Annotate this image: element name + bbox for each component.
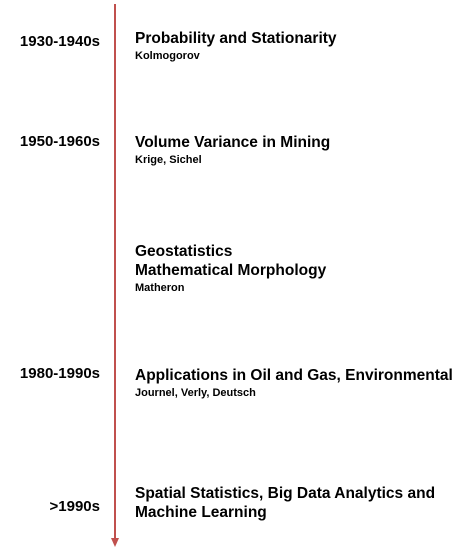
timeline-axis-line	[114, 4, 116, 540]
event-contributors: Krige, Sichel	[135, 154, 202, 166]
event-title: Geostatistics	[135, 243, 233, 260]
era-label: >1990s	[49, 498, 100, 515]
event-contributors: Kolmogorov	[135, 50, 200, 62]
timeline-event	[135, 484, 465, 522]
era-label: 1980-1990s	[19, 365, 100, 382]
event-title-line-2: Mathematical Morphology	[135, 262, 327, 279]
event-title: Spatial Statistics, Big Data Analytics and	[135, 485, 436, 502]
event-title: Applications in Oil and Gas, Environmental	[135, 367, 453, 384]
event-title-line-2: Machine Learning	[135, 504, 267, 521]
event-contributors: Journel, Verly, Deutsch	[135, 387, 256, 399]
event-title: Probability and Stationarity	[135, 30, 337, 47]
timeline-event	[135, 242, 465, 295]
timeline-event	[135, 366, 465, 400]
era-label: 1950-1960s	[19, 133, 100, 150]
era-label: 1930-1940s	[19, 33, 100, 50]
event-contributors: Matheron	[135, 282, 185, 294]
timeline-event	[135, 29, 465, 63]
event-title: Volume Variance in Mining	[135, 134, 331, 151]
timeline-event	[135, 133, 465, 167]
timeline-arrowhead	[111, 538, 119, 547]
